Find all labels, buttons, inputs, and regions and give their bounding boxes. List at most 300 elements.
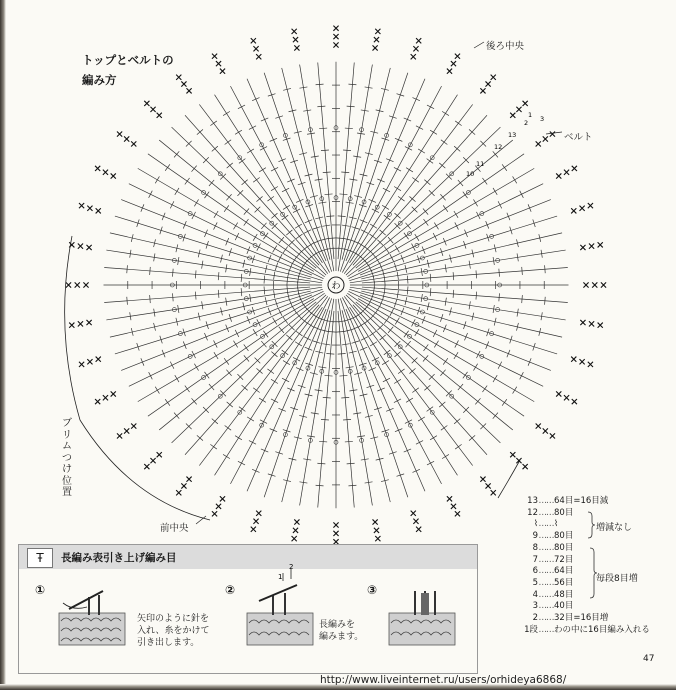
stitch-bar (463, 372, 468, 378)
stitch-bar (502, 399, 507, 405)
stitch-line (342, 310, 390, 502)
dotted-leader: …… (538, 613, 554, 623)
stitch-bar (345, 441, 353, 442)
belt-round-number: 1 (528, 111, 533, 119)
stitch-bar (263, 233, 268, 239)
dotted-leader: …… (538, 519, 554, 530)
round-count-table (518, 496, 668, 646)
stitch-bar (347, 106, 355, 107)
round-number: 7 (532, 554, 538, 565)
stitch-bar (328, 332, 336, 333)
stitch-bar (433, 233, 437, 240)
stitch-bar (249, 126, 256, 130)
stitch-bar (347, 463, 355, 464)
stitch-bar (225, 426, 231, 431)
stitch-count: ⌇ (554, 519, 559, 530)
stitch-bar (149, 372, 153, 379)
stitch-bar (348, 84, 356, 85)
stitch-bar (185, 386, 190, 392)
stitch-bar (493, 375, 497, 382)
stitch-bar (253, 329, 257, 336)
stitch-bar (244, 219, 249, 225)
stitch-bar (443, 205, 448, 211)
stitch-bar (192, 398, 197, 404)
stitch-bar (218, 272, 219, 280)
dotted-leader: …… (538, 601, 554, 612)
stitch-line (247, 79, 326, 261)
stitch-bar (326, 353, 334, 354)
stitch-line (346, 295, 501, 443)
round-number: 6 (532, 566, 538, 577)
stitch-bar (390, 254, 394, 261)
arrow-label-2: 2 (289, 563, 294, 571)
round-number: 8 (532, 542, 538, 553)
round-number: 13 (527, 496, 538, 506)
stitch-bar (418, 149, 425, 153)
stitch-bar (307, 323, 314, 327)
stitch-bar (271, 187, 278, 191)
stitch-bar (287, 277, 288, 285)
stitch-bar (454, 352, 458, 359)
stitch-bar (278, 309, 282, 316)
stitch-bar (296, 331, 302, 336)
back-center-label: 後ろ中央 (486, 41, 525, 52)
stitch-bar (175, 188, 179, 195)
stitch-bar (522, 267, 523, 275)
stitch-bar (253, 234, 257, 241)
stitch-bar (170, 362, 174, 369)
stitch-bar (493, 151, 498, 157)
stitch-line (348, 291, 543, 386)
stitch-line (230, 86, 329, 272)
belt-round-number: 11 (476, 160, 485, 168)
stitch-bar (264, 276, 265, 284)
stitch-bar (260, 147, 267, 151)
stitch-bar (475, 398, 480, 404)
stitch-bar (520, 191, 524, 198)
stitch-line (361, 233, 562, 279)
stitch-bar (522, 295, 523, 303)
belt-round-number: 2 (524, 119, 529, 127)
stitch-bar (150, 267, 151, 275)
stitch-bar (339, 375, 347, 376)
stitch-line (230, 297, 329, 483)
stitch-line (282, 68, 330, 260)
stitch-line (138, 299, 314, 402)
stitch-bar (336, 332, 344, 333)
stitch-bar (194, 199, 198, 206)
stitch-bar (127, 297, 128, 305)
stitch-bar (443, 358, 448, 364)
stitch-bar (405, 420, 412, 424)
dotted-leader: …… (538, 531, 554, 542)
stitch-bar (382, 205, 389, 209)
stitch-bar (257, 244, 261, 251)
stitch-bar (463, 192, 468, 198)
stitch-bar (323, 397, 331, 398)
stitch-bar (214, 222, 218, 229)
front-center-label: 前中央 (160, 523, 189, 534)
stitch-bar (358, 243, 365, 247)
stitch-bar (235, 130, 242, 134)
stitch-bar (412, 177, 418, 182)
stitch-line (362, 287, 568, 302)
stitch-bar (424, 344, 429, 350)
stitch-bar (404, 233, 409, 239)
stitch-bar (252, 469, 259, 472)
stitch-bar (454, 211, 458, 218)
stitch-bar (295, 224, 302, 228)
stitch-bar (395, 246, 399, 253)
stitch-bar (267, 369, 273, 374)
stitch-bar (476, 351, 480, 358)
stitch-bar (341, 172, 349, 173)
stitch-bar (412, 388, 418, 393)
round-number: 2 (532, 613, 538, 623)
stitch-bar (323, 172, 331, 173)
stitch-bar (127, 265, 128, 273)
step-2-number: ② (225, 583, 236, 597)
stitch-bar (225, 140, 231, 145)
stitch-bar (241, 288, 242, 296)
stitch-bar (370, 342, 377, 346)
stitch-count: 72目 (554, 554, 574, 565)
stitch-line (104, 267, 310, 282)
round-number: 1段 (524, 624, 538, 635)
stitch-bar (405, 147, 412, 151)
belt-round-number: 13 (508, 131, 517, 139)
stitch-bar (453, 290, 454, 298)
stitch-bar (473, 364, 477, 371)
stitch-bar (513, 387, 517, 394)
stitch-bar (253, 177, 259, 182)
stitch-count: 80目 (554, 542, 574, 553)
brim-position-label: ブリムつけ位置 (62, 418, 72, 498)
stitch-bar (441, 426, 447, 431)
stitch-bar (434, 341, 438, 348)
stitch-bar (238, 105, 245, 109)
stitch-bar (430, 288, 431, 296)
stitch-bar (442, 111, 449, 115)
stitch-bar (427, 407, 433, 412)
stitch-line (129, 291, 324, 386)
page-number: 47 (643, 654, 655, 664)
stitch-bar (282, 378, 289, 382)
stitch-bar (384, 350, 390, 355)
stitch-bar (264, 286, 265, 294)
stitch-bar (283, 317, 288, 323)
stitch-count: 80目 (554, 507, 574, 518)
stitch-bar (195, 270, 196, 278)
stitch-bar (233, 223, 237, 230)
stitch-bar (528, 358, 531, 365)
round-number: 9 (532, 531, 538, 542)
round-number: ⌇ (533, 519, 538, 530)
heading-line-2: 編み方 (82, 73, 117, 87)
stitch-bar (271, 379, 278, 383)
stitch-bar (293, 357, 300, 361)
stitch-bar (239, 407, 245, 412)
step-1-text: 矢印のように針を 入れ、糸をかけて 引き出します。 (137, 614, 210, 648)
stitch-bar (427, 461, 434, 465)
stitch-bar (247, 417, 254, 421)
stitch-bar (267, 196, 273, 201)
stitch-bar (317, 106, 325, 107)
stitch-bar (257, 319, 261, 326)
stitch-bar (321, 150, 329, 151)
stitch-bar (372, 209, 379, 213)
stitch-bar (384, 277, 385, 285)
round-number: 4 (532, 589, 538, 600)
stitch-bar (325, 194, 333, 195)
stitch-bar (165, 399, 170, 405)
stitch-bar (336, 238, 344, 239)
stitch-legend (18, 544, 478, 674)
stitch-bar (141, 204, 144, 211)
stitch-bar (473, 199, 477, 206)
stitch-count: 64目=16目減 (554, 496, 609, 506)
stitch-bar (259, 398, 266, 402)
stitch-bar (224, 205, 229, 211)
stitch-line (110, 291, 311, 337)
stitch-bar (141, 358, 144, 365)
stitch-bar (453, 272, 454, 280)
stitch-bar (223, 111, 230, 115)
stitch-bar (339, 194, 347, 195)
dotted-leader: …… (538, 577, 554, 588)
stitch-bar (455, 444, 461, 449)
dotted-leader: …… (538, 507, 554, 518)
belt-label: ベルト (564, 132, 593, 143)
stitch-bar (476, 270, 477, 278)
stitch-bar (155, 387, 159, 394)
stitch-bar (316, 485, 324, 486)
stitch-bar (214, 340, 218, 347)
dotted-leader: …… (538, 624, 554, 635)
stitch-bar (361, 230, 368, 234)
stitch-bar (319, 441, 327, 442)
stitch-bar (260, 420, 267, 424)
stitch-bar (238, 461, 245, 465)
stitch-bar (282, 188, 289, 192)
round-number: 3 (532, 601, 538, 612)
stitch-count: 32目=16目増 (554, 613, 609, 623)
stitch-line (172, 295, 327, 443)
stitch-bar (493, 413, 498, 419)
stitch-line (356, 302, 513, 430)
legend-illustrations (19, 545, 477, 673)
stitch-bar (404, 331, 409, 337)
stitch-bar (170, 201, 174, 208)
stitch-bar (482, 386, 487, 392)
stitch-bar (204, 192, 209, 198)
stitch-bar (370, 224, 377, 228)
stitch-line (342, 86, 441, 272)
stitch-line (348, 184, 543, 279)
stitch-bar (150, 295, 151, 303)
stitch-bar (185, 178, 190, 184)
stitch-line (346, 127, 501, 275)
stitch-bar (476, 292, 477, 300)
stitch-bar (394, 167, 401, 171)
stitch-bar (317, 463, 325, 464)
stitch-bar (192, 212, 196, 219)
stitch-bar (384, 317, 389, 323)
stitch-bar (498, 201, 502, 208)
stitch-bar (235, 436, 242, 440)
stitch-line (172, 127, 327, 275)
stitch-bar (372, 357, 379, 361)
stitch-bar (398, 196, 404, 201)
stitch-bar (545, 265, 546, 273)
stitch-bar (287, 285, 288, 293)
stitch-bar (343, 419, 351, 420)
stitch-count: 80目 (554, 531, 574, 542)
stitch-bar (263, 331, 268, 337)
stitch-bar (406, 398, 413, 402)
stitch-bar (319, 128, 327, 129)
stitch-bar (499, 269, 500, 277)
belt-round-number: 12 (494, 143, 503, 151)
stitch-bar (345, 128, 353, 129)
stitch-bar (545, 297, 546, 305)
stitch-line (247, 309, 326, 491)
stitch-bar (384, 285, 385, 293)
stitch-bar (348, 485, 356, 486)
stitch-bar (235, 330, 239, 337)
stitch-bar (195, 292, 196, 300)
stitch-bar (412, 244, 416, 251)
stitch-line (129, 184, 324, 279)
stitch-line (358, 299, 534, 402)
stitch-bar (174, 413, 179, 419)
stitch-line (346, 79, 425, 261)
stitch-bar (394, 379, 401, 383)
stitch-bar (295, 342, 302, 346)
stitch-bar (455, 340, 459, 347)
stitch-bar (383, 378, 390, 382)
stitch-line (346, 309, 425, 491)
source-url[interactable]: http://www.liveinternet.ru/users/orhideya6868/ (320, 674, 567, 686)
stitch-count: 48目 (554, 589, 574, 600)
stitch-bar (482, 178, 487, 184)
stitch-bar (418, 417, 425, 421)
stitch-bar (394, 187, 401, 191)
stitch-line (159, 302, 316, 430)
stitch-bar (430, 274, 431, 282)
stitch-bar (455, 121, 461, 126)
stitch-line (110, 233, 311, 279)
stitch-bar (283, 205, 290, 209)
stitch-line (358, 168, 534, 271)
stitch-bar (338, 216, 346, 217)
dotted-leader: …… (538, 496, 554, 506)
stitch-line (104, 287, 310, 302)
stitch-bar (499, 293, 500, 301)
stitch-line (342, 68, 390, 260)
stitch-bar (427, 105, 434, 109)
stitch-bar (370, 234, 376, 239)
stitch-bar (316, 84, 324, 85)
belt-round-number: 3 (540, 115, 545, 123)
increase-note: 毎段8目増 (596, 574, 638, 584)
stitch-bar (382, 361, 389, 365)
step-3-illustration (389, 591, 455, 645)
stitch-bar (244, 344, 249, 350)
stitch-count: 64目 (554, 566, 574, 577)
stitch-bar (214, 352, 218, 359)
stitch-bar (223, 454, 230, 458)
step-2-text: 長編みを 編みます。 (319, 620, 364, 642)
stitch-line (361, 291, 562, 337)
stitch-bar (341, 397, 349, 398)
dotted-leader: …… (538, 566, 554, 577)
stitch-bar (173, 293, 174, 301)
stitch-bar (253, 388, 259, 393)
stitch-bar (430, 436, 437, 440)
stitch-bar (252, 98, 259, 101)
stitch-bar (326, 216, 334, 217)
stitch-bar (283, 246, 288, 252)
table-braces (518, 496, 668, 646)
stitch-bar (384, 215, 390, 220)
stitch-bar (343, 150, 351, 151)
dotted-leader: …… (538, 589, 554, 600)
heading-line-1: トップとベルトの (82, 53, 174, 67)
stitch-bar (424, 219, 429, 225)
stitch-bar (384, 246, 389, 252)
stitch-bar (415, 329, 419, 336)
stitch-bar (296, 234, 302, 239)
stitch-bar (416, 126, 423, 130)
stitch-bar (224, 358, 229, 364)
round-number: 12 (527, 507, 538, 518)
arrow-label-1: 1 (278, 573, 283, 581)
stitch-line (138, 168, 314, 271)
front-post-dc-symbol-icon: Ŧ (27, 548, 53, 568)
stitch-bar (427, 159, 433, 164)
stitch-line (318, 62, 334, 259)
stitch-bar (241, 274, 242, 282)
round-number: 5 (532, 577, 538, 588)
stitch-count: わの中に16目編み入れる (554, 624, 650, 635)
stitch-bar (149, 191, 153, 198)
stitch-bar (175, 375, 179, 382)
stitch-bar (442, 454, 449, 458)
stitch-line (159, 140, 316, 268)
step-1-number: ① (35, 583, 46, 597)
stitch-bar (412, 98, 419, 101)
stitch-bar (433, 330, 437, 337)
stitch-bar (239, 159, 245, 164)
stitch-bar (415, 234, 419, 241)
stitch-line (338, 62, 354, 259)
stitch-bar (307, 243, 314, 247)
stitch-bar (204, 372, 209, 378)
stitch-bar (214, 211, 218, 218)
step-1-illustration (59, 591, 125, 645)
stitch-count: 40目 (554, 601, 574, 612)
stitch-bar (455, 222, 459, 229)
stitch-bar (498, 362, 502, 369)
stitch-bar (282, 215, 288, 220)
stitch-bar (271, 399, 278, 403)
stitch-bar (304, 230, 311, 234)
stitch-bar (210, 121, 216, 126)
stitch-bar (273, 246, 277, 253)
stitch-bar (434, 223, 438, 230)
back-center-leader (474, 42, 484, 48)
